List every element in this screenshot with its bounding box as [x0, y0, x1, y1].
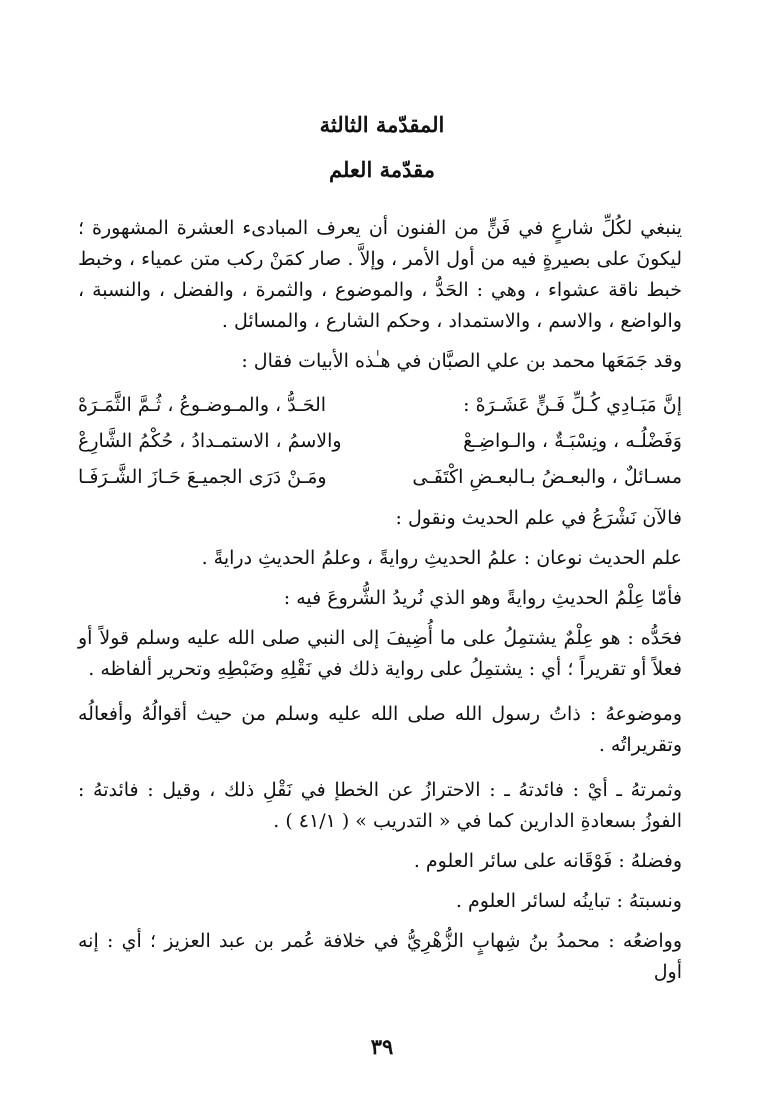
paragraph-definition: فحَدُّه : هو عِلْمٌ يشتمِلُ على ما أُضِيفَ إلى النبي صلى الله عليه وسلم قولاً أو فعلاً أو تقريراً ؛ أي : يشتمِلُ على رواية ذلك في نَقْلِهِ وضَبْطِهِ وتحرير ألفاظه .: [78, 627, 682, 680]
poem-verse: [78, 387, 682, 423]
paragraph-founder: وواضعُه : محمدُ بنُ شِهابٍ الزُّهْرِيُّ في خلافة عُمر بن عبد العزيز ؛ أي : إنه أول: [78, 930, 682, 983]
poem-verse: [78, 459, 682, 495]
chapter-title: المقدّمة الثالثة: [319, 112, 445, 137]
paragraph-subject: وموضوعهُ : ذاتُ رسول الله صلى الله عليه وسلم من حيث أقوالُهُ وأفعالُه وتقريراتُه .: [78, 703, 682, 756]
paragraph-intro: ينبغي لكُلِّ شارعٍ في فَنٍّ من الفنون أن يعرف المبادىء العشرة المشهورة ؛ ليكونَ على بصيرةٍ فيه من أول الأمر ، وإلاَّ . صار كمَنْ ركب متن عمياء ، وخبط خبط ناقة عشواء ، وهي : الحَدُّ ، والموضوع ، والثمرة ، والفضل ، والنسبة ، والواضع ، والاسم ، والاستمداد ، وحكم الشارع ، والمسائل .: [78, 217, 682, 332]
poem-hemistich-second: والاسمُ ، الاستمـدادُ ، حُكْمُ الشَّارِعْ: [78, 430, 342, 452]
paragraph-start-hadith: فالآن نَشْرَعُ في علم الحديث ونقول :: [395, 507, 682, 529]
body-text: [78, 213, 682, 988]
paragraph-hadith-types: علم الحديث نوعان : علمُ الحديثِ روايةً ، وعلمُ الحديثِ درايةً .: [201, 547, 682, 569]
poem-hemistich-second: ومَـنْ دَرَى الجميـعَ حَـازَ الشَّـرَفَـا: [78, 466, 327, 488]
section-subtitle: مقدّمة العلم: [328, 157, 435, 182]
poem-hemistich-second: الحَـدُّ ، والمـوضـوعُ ، ثُـمَّ الثَّمَـرَهْ: [78, 394, 327, 416]
paragraph-riwaya: فأمّا عِلْمُ الحديثِ روايةً وهو الذي نُريدُ الشُّروعَ فيه :: [283, 587, 682, 609]
page-number: ٣٩: [370, 1034, 394, 1059]
paragraph-merit: وفضلهُ : فَوْقَانه على سائر العلوم .: [413, 850, 682, 872]
poem-hemistich-first: وَفَضْلُـه ، ونِسْبَـةٌ ، والـواضِـعْ: [463, 430, 682, 452]
poem-hemistich-first: إنَّ مَبَـادِي كُـلِّ فَـنٍّ عَشَـرَهْ :: [463, 394, 682, 416]
poem-verse: [78, 423, 682, 459]
paragraph-benefit: وثمرتهُ ـ أيْ : فائدتهُ ـ : الاحترازُ عن الخطإ في نَقْلِ ذلك ، وقيل : فائدتهُ : الفوزُ بسعادةِ الدارين كما في « التدريب » ( ٤١/١ ) .: [78, 779, 682, 832]
poem: [78, 387, 682, 495]
poem-hemistich-first: مسـائلٌ ، والبعـضُ بـالبعـضِ اكْتَفَـى: [412, 466, 682, 488]
paragraph-relation: ونسبتهُ : تباينُه لسائر العلوم .: [455, 890, 682, 912]
paragraph-poem-intro: وقد جَمَعَها محمد بن علي الصبَّان في هـٰذه الأبيات فقال :: [241, 350, 682, 372]
